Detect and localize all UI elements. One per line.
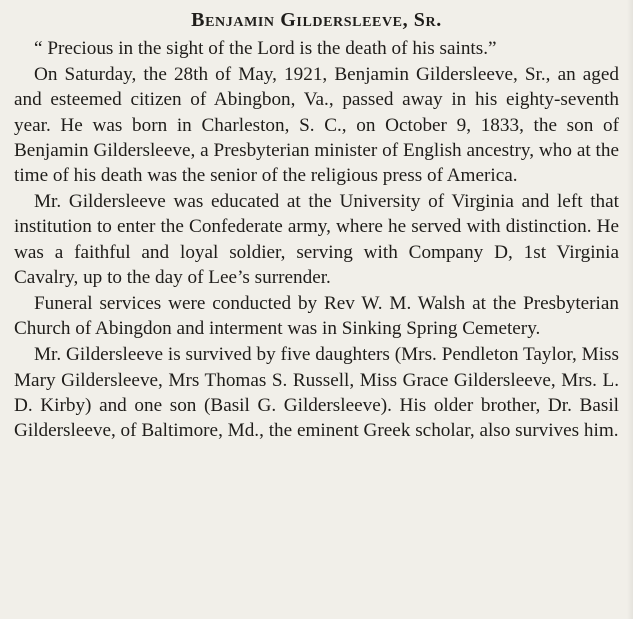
paragraph-education-service: Mr. Gildersleeve was educated at the University of Virginia and left that institution to enter the Confederate army, where he served with distinction. He was a faithful and loyal soldier, serving with Company D, 1st Virginia Cavalry, up to the day of Lee’s surrender. (14, 191, 619, 288)
obituary-title: Benjamin Gildersleeve, Sr. (191, 9, 442, 31)
paragraph-funeral: Funeral services were conducted by Rev W. M. Walsh at the Presbyterian Church of Abingdon and interment was in Sinking Spring Cemetery. (14, 293, 619, 340)
paragraph-birth-death: On Saturday, the 28th of May, 1921, Benjamin Gildersleeve, Sr., an aged and esteemed citizen of Abingbon, Va., passed away in his eighty-seventh year. He was born in Charleston, S. C., on October 9, 1833, the son of Benjamin Gildersleeve, a Presbyterian minister of English ancestry, who at the time of his death was the senior of the religious press of America. (14, 64, 619, 187)
paragraph-survivors: Mr. Gildersleeve is survived by five daughters (Mrs. Pendleton Taylor, Miss Mary Gildersleeve, Mrs Thomas S. Russell, Miss Grace Gildersleeve, Mrs. L. D. Kirby) and one son (Basil G. Gildersleeve). His older brother, Dr. Basil Gildersleeve, of Baltimore, Md., the eminent Greek scholar, also survives him. (14, 344, 619, 442)
page-edge-shadow (627, 0, 633, 619)
epigraph-quote: “ Precious in the sight of the Lord is the death of his saints.” (34, 38, 497, 59)
